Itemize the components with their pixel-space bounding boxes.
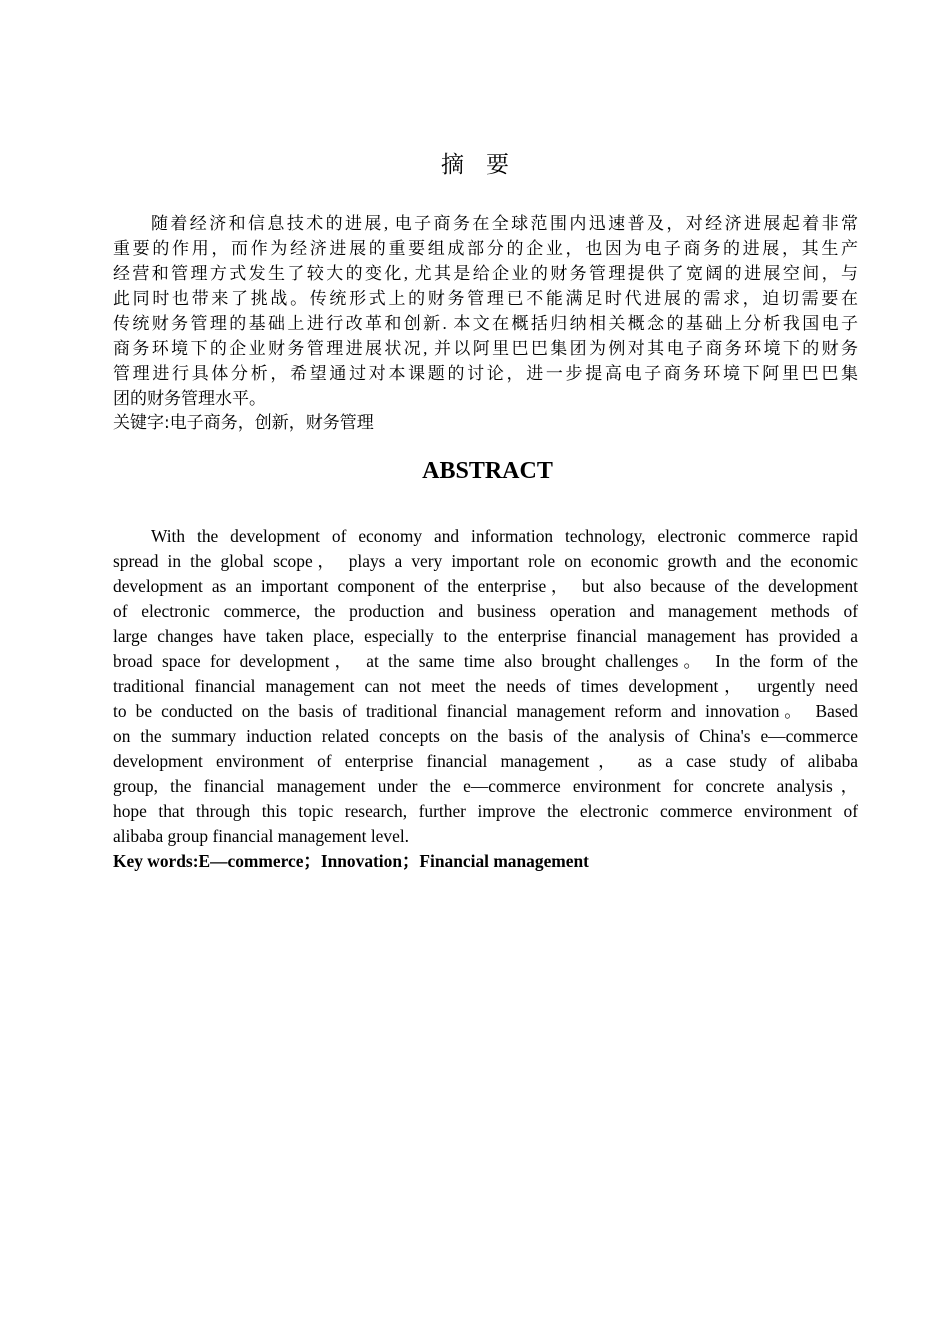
paragraph-line: development as an important component of the enterprise， but also because of the development: [113, 576, 858, 596]
paragraph-line: to be conducted on the basis of traditional financial management reform and innovation。 Based: [113, 701, 858, 721]
paragraph-line: 传统财务管理的基础上进行改革和创新. 本文在概括归纳相关概念的基础上分析我国电子: [113, 314, 858, 333]
paragraph-line: 重要的作用，而作为经济进展的重要组成部分的企业，也因为电子商务的进展，其生产: [113, 239, 858, 258]
abstract-cn-title: 摘要: [441, 152, 531, 177]
paragraph-line: hope that through this topic research, further improve the electronic commerce environment of: [113, 801, 858, 821]
paragraph-line: broad space for development， at the same time also brought challenges。 In the form of the: [113, 651, 858, 671]
abstract-en-body: [113, 524, 858, 874]
paragraph-line: traditional financial management can not meet the needs of times development， urgently need: [113, 676, 858, 696]
paragraph-line: of electronic commerce, the production and business operation and management methods of: [113, 601, 858, 621]
paragraph-line: With the development of economy and information technology, electronic commerce rapid: [151, 526, 858, 546]
paragraph-line: 经营和管理方式发生了较大的变化, 尤其是给企业的财务管理提供了宽阔的进展空间，与: [113, 264, 858, 283]
paragraph-line: 管理进行具体分析，希望通过对本课题的讨论，进一步提高电子商务环境下阿里巴巴集: [113, 364, 858, 383]
abstract-cn-body: [113, 211, 858, 436]
paragraph-line: on the summary induction related concepts on the basis of the analysis of China's e—commerce: [113, 726, 858, 746]
paragraph-line: 团的财务管理水平。: [113, 389, 266, 408]
keywords-en: Key words:E—commerce；Innovation；Financial management: [113, 851, 589, 871]
paragraph-line: alibaba group financial management level.: [113, 826, 409, 846]
paragraph-line: development environment of enterprise financial management， as a case study of alibaba: [113, 751, 858, 771]
keywords-cn: 关键字:电子商务，创新，财务管理: [113, 413, 374, 433]
paragraph-line: 随着经济和信息技术的进展, 电子商务在全球范围内迅速普及，对经济进展起着非常: [151, 214, 858, 233]
abstract-en-title: ABSTRACT: [422, 458, 553, 484]
paragraph-line: group, the financial management under the e—commerce environment for concrete analysis，: [113, 776, 858, 796]
paragraph-line: large changes have taken place, especially to the enterprise financial management has provided a: [113, 626, 858, 646]
paragraph-line: 商务环境下的企业财务管理进展状况, 并以阿里巴巴集团为例对其电子商务环境下的财务: [113, 339, 858, 358]
paragraph-line: 此同时也带来了挑战。传统形式上的财务管理已不能满足时代进展的需求，迫切需要在: [113, 289, 858, 308]
paragraph-line: spread in the global scope， plays a very important role on economic growth and the economic: [113, 551, 858, 571]
